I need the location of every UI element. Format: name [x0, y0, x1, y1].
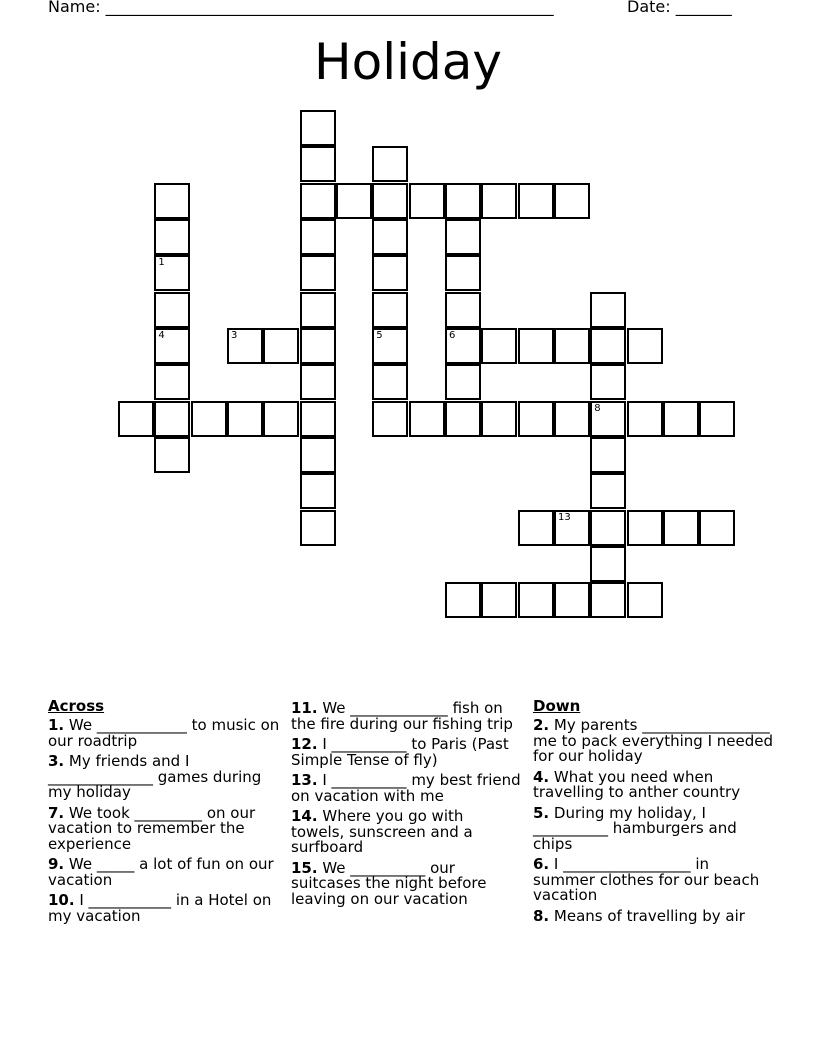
grid-cell[interactable]	[118, 401, 154, 437]
grid-cell[interactable]	[445, 183, 481, 219]
clue-item-number: 6.	[533, 855, 550, 873]
grid-cell[interactable]	[590, 546, 626, 582]
clue-item	[533, 906, 773, 925]
grid-cell[interactable]	[699, 401, 735, 437]
grid-cell[interactable]	[372, 255, 408, 291]
grid-cell[interactable]	[300, 146, 336, 182]
grid-cell[interactable]	[154, 437, 190, 473]
grid-cell[interactable]	[481, 401, 517, 437]
clue-item	[291, 773, 521, 804]
clue-item-text: I ___________ in a Hotel on my vacation	[48, 891, 272, 925]
clue-item-text: We _____________ fish on the fire during our fishing trip	[291, 699, 513, 733]
grid-cell[interactable]	[300, 401, 336, 437]
grid-cell[interactable]	[300, 183, 336, 219]
clue-item	[533, 767, 773, 801]
clue-item	[48, 754, 288, 801]
clue-item-text: My friends and I ______________ games during my holiday	[48, 752, 262, 801]
clue-item-text: We __________ our suitcases the night before leaving on our vacation	[291, 858, 487, 908]
clue-number: 1	[158, 257, 165, 269]
clue-item-number: 2.	[533, 716, 550, 734]
clues-column-3	[533, 698, 773, 929]
clue-item-number: 8.	[533, 906, 550, 925]
clue-item	[291, 737, 521, 768]
grid-cell[interactable]	[372, 219, 408, 255]
grid-cell[interactable]	[554, 328, 590, 364]
grid-cell[interactable]	[336, 183, 372, 219]
clue-item	[291, 701, 521, 732]
clue-number: 3	[230, 329, 238, 341]
grid-cell[interactable]	[154, 219, 190, 255]
grid-cell[interactable]	[518, 401, 554, 437]
grid-cell[interactable]	[300, 437, 336, 473]
grid-cell[interactable]	[481, 582, 517, 618]
grid-cell[interactable]	[590, 401, 626, 437]
grid-cell[interactable]	[445, 582, 481, 618]
grid-cell[interactable]	[191, 401, 227, 437]
grid-cell[interactable]	[154, 328, 190, 364]
grid-cell[interactable]	[154, 255, 190, 291]
grid-cell[interactable]	[518, 510, 554, 546]
grid-cell[interactable]	[227, 328, 263, 364]
across-clue-list-continued	[291, 701, 521, 907]
grid-cell[interactable]	[372, 328, 408, 364]
clue-item-text: We took _________ on our vacation to remember the experience	[48, 803, 256, 853]
grid-cell[interactable]	[445, 328, 481, 364]
clue-number: 13	[557, 511, 571, 523]
grid-cell[interactable]	[227, 401, 263, 437]
grid-cell[interactable]	[409, 401, 445, 437]
clue-item-text: I __________ my best friend on vacation with me	[291, 771, 521, 805]
clue-item	[48, 857, 288, 888]
grid-cell[interactable]	[627, 582, 663, 618]
grid-cell[interactable]	[154, 292, 190, 328]
grid-cell[interactable]	[590, 473, 626, 509]
clue-item-text: What you need when travelling to anther country	[533, 767, 741, 801]
grid-cell[interactable]	[554, 183, 590, 219]
clue-item	[291, 809, 521, 856]
grid-cell[interactable]	[627, 510, 663, 546]
grid-cell[interactable]	[518, 183, 554, 219]
grid-cell[interactable]	[300, 328, 336, 364]
grid-cell[interactable]	[445, 255, 481, 291]
grid-cell[interactable]	[154, 401, 190, 437]
clue-item	[533, 718, 773, 765]
date-field-label: Date: _______	[627, 0, 732, 16]
grid-cell[interactable]	[481, 183, 517, 219]
clue-item	[48, 718, 288, 749]
grid-cell[interactable]	[445, 219, 481, 255]
grid-cell[interactable]	[154, 364, 190, 400]
grid-cell[interactable]	[300, 219, 336, 255]
grid-cell[interactable]	[263, 328, 299, 364]
grid-cell[interactable]	[518, 328, 554, 364]
clue-item-number: 11.	[291, 699, 318, 717]
grid-cell[interactable]	[372, 146, 408, 182]
down-clue-list	[533, 718, 773, 924]
clue-item-number: 5.	[533, 803, 550, 822]
grid-cell[interactable]	[590, 510, 626, 546]
grid-cell[interactable]	[372, 401, 408, 437]
clue-item-text: I _________________ in summer clothes for our beach vacation	[533, 855, 760, 904]
clue-item-number: 13.	[291, 771, 318, 789]
grid-cell[interactable]	[445, 401, 481, 437]
grid-cell[interactable]	[300, 292, 336, 328]
clue-item-text: We ____________ to music on our roadtrip	[48, 716, 280, 750]
grid-cell[interactable]	[627, 328, 663, 364]
clue-item	[533, 857, 773, 904]
grid-cell[interactable]	[590, 582, 626, 618]
grid-cell[interactable]	[372, 364, 408, 400]
grid-cell[interactable]	[372, 292, 408, 328]
grid-cell[interactable]	[699, 510, 735, 546]
clue-number: 4	[158, 329, 165, 341]
grid-cell[interactable]	[409, 183, 445, 219]
grid-cell[interactable]	[481, 328, 517, 364]
grid-cell[interactable]	[300, 510, 336, 546]
grid-cell[interactable]	[445, 292, 481, 328]
puzzle-title: Holiday	[314, 33, 502, 91]
grid-cell[interactable]	[590, 437, 626, 473]
clue-item-text: I __________ to Paris (Past Simple Tense of fly)	[291, 735, 509, 769]
grid-cell[interactable]	[590, 292, 626, 328]
clue-item-number: 3.	[48, 752, 65, 770]
clue-item-text: During my holiday, I __________ hamburgers and chips	[533, 803, 737, 853]
clue-item-number: 12.	[291, 735, 318, 753]
across-clue-list	[48, 718, 288, 924]
grid-cell[interactable]	[300, 473, 336, 509]
clue-item-text: Means of travelling by air	[553, 906, 745, 925]
clue-item-number: 4.	[533, 767, 550, 786]
clue-item-number: 1.	[48, 716, 65, 734]
clue-item-text: Where you go with towels, sunscreen and a surfboard	[291, 807, 473, 856]
grid-cell[interactable]	[554, 401, 590, 437]
across-heading: Across	[48, 697, 105, 715]
clue-item-number: 10.	[48, 891, 75, 909]
clue-item-number: 9.	[48, 855, 65, 873]
grid-cell[interactable]	[554, 510, 590, 546]
grid-cell[interactable]	[518, 582, 554, 618]
clue-number: 8	[594, 402, 601, 414]
grid-cell[interactable]	[663, 401, 699, 437]
clue-number: 5	[376, 329, 383, 341]
grid-cell[interactable]	[300, 110, 336, 146]
grid-cell[interactable]	[372, 183, 408, 219]
clue-item-text: My parents _________________ me to pack everything I needed for our holiday	[533, 716, 774, 765]
clue-item	[48, 803, 288, 853]
clue-item-number: 14.	[291, 807, 318, 825]
clue-item-number: 7.	[48, 803, 65, 822]
grid-cell[interactable]	[154, 183, 190, 219]
name-field-label: Name: ________________________________________________________	[48, 0, 554, 16]
grid-cell[interactable]	[627, 401, 663, 437]
clue-item	[48, 893, 288, 924]
grid-cell[interactable]	[263, 401, 299, 437]
grid-cell[interactable]	[590, 328, 626, 364]
down-heading: Down	[533, 697, 581, 715]
clue-item-number: 15.	[291, 858, 318, 877]
clues-column-1	[48, 698, 288, 929]
clue-item	[533, 803, 773, 853]
clues-column-2	[291, 701, 521, 912]
clue-item-text: We _____ a lot of fun on our vacation	[48, 855, 274, 889]
clue-item	[291, 858, 521, 908]
grid-cell[interactable]	[590, 364, 626, 400]
grid-cell[interactable]	[663, 510, 699, 546]
clue-number: 6	[448, 329, 456, 341]
grid-cell[interactable]	[300, 255, 336, 291]
grid-cell[interactable]	[445, 364, 481, 400]
grid-cell[interactable]	[300, 364, 336, 400]
grid-cell[interactable]	[554, 582, 590, 618]
